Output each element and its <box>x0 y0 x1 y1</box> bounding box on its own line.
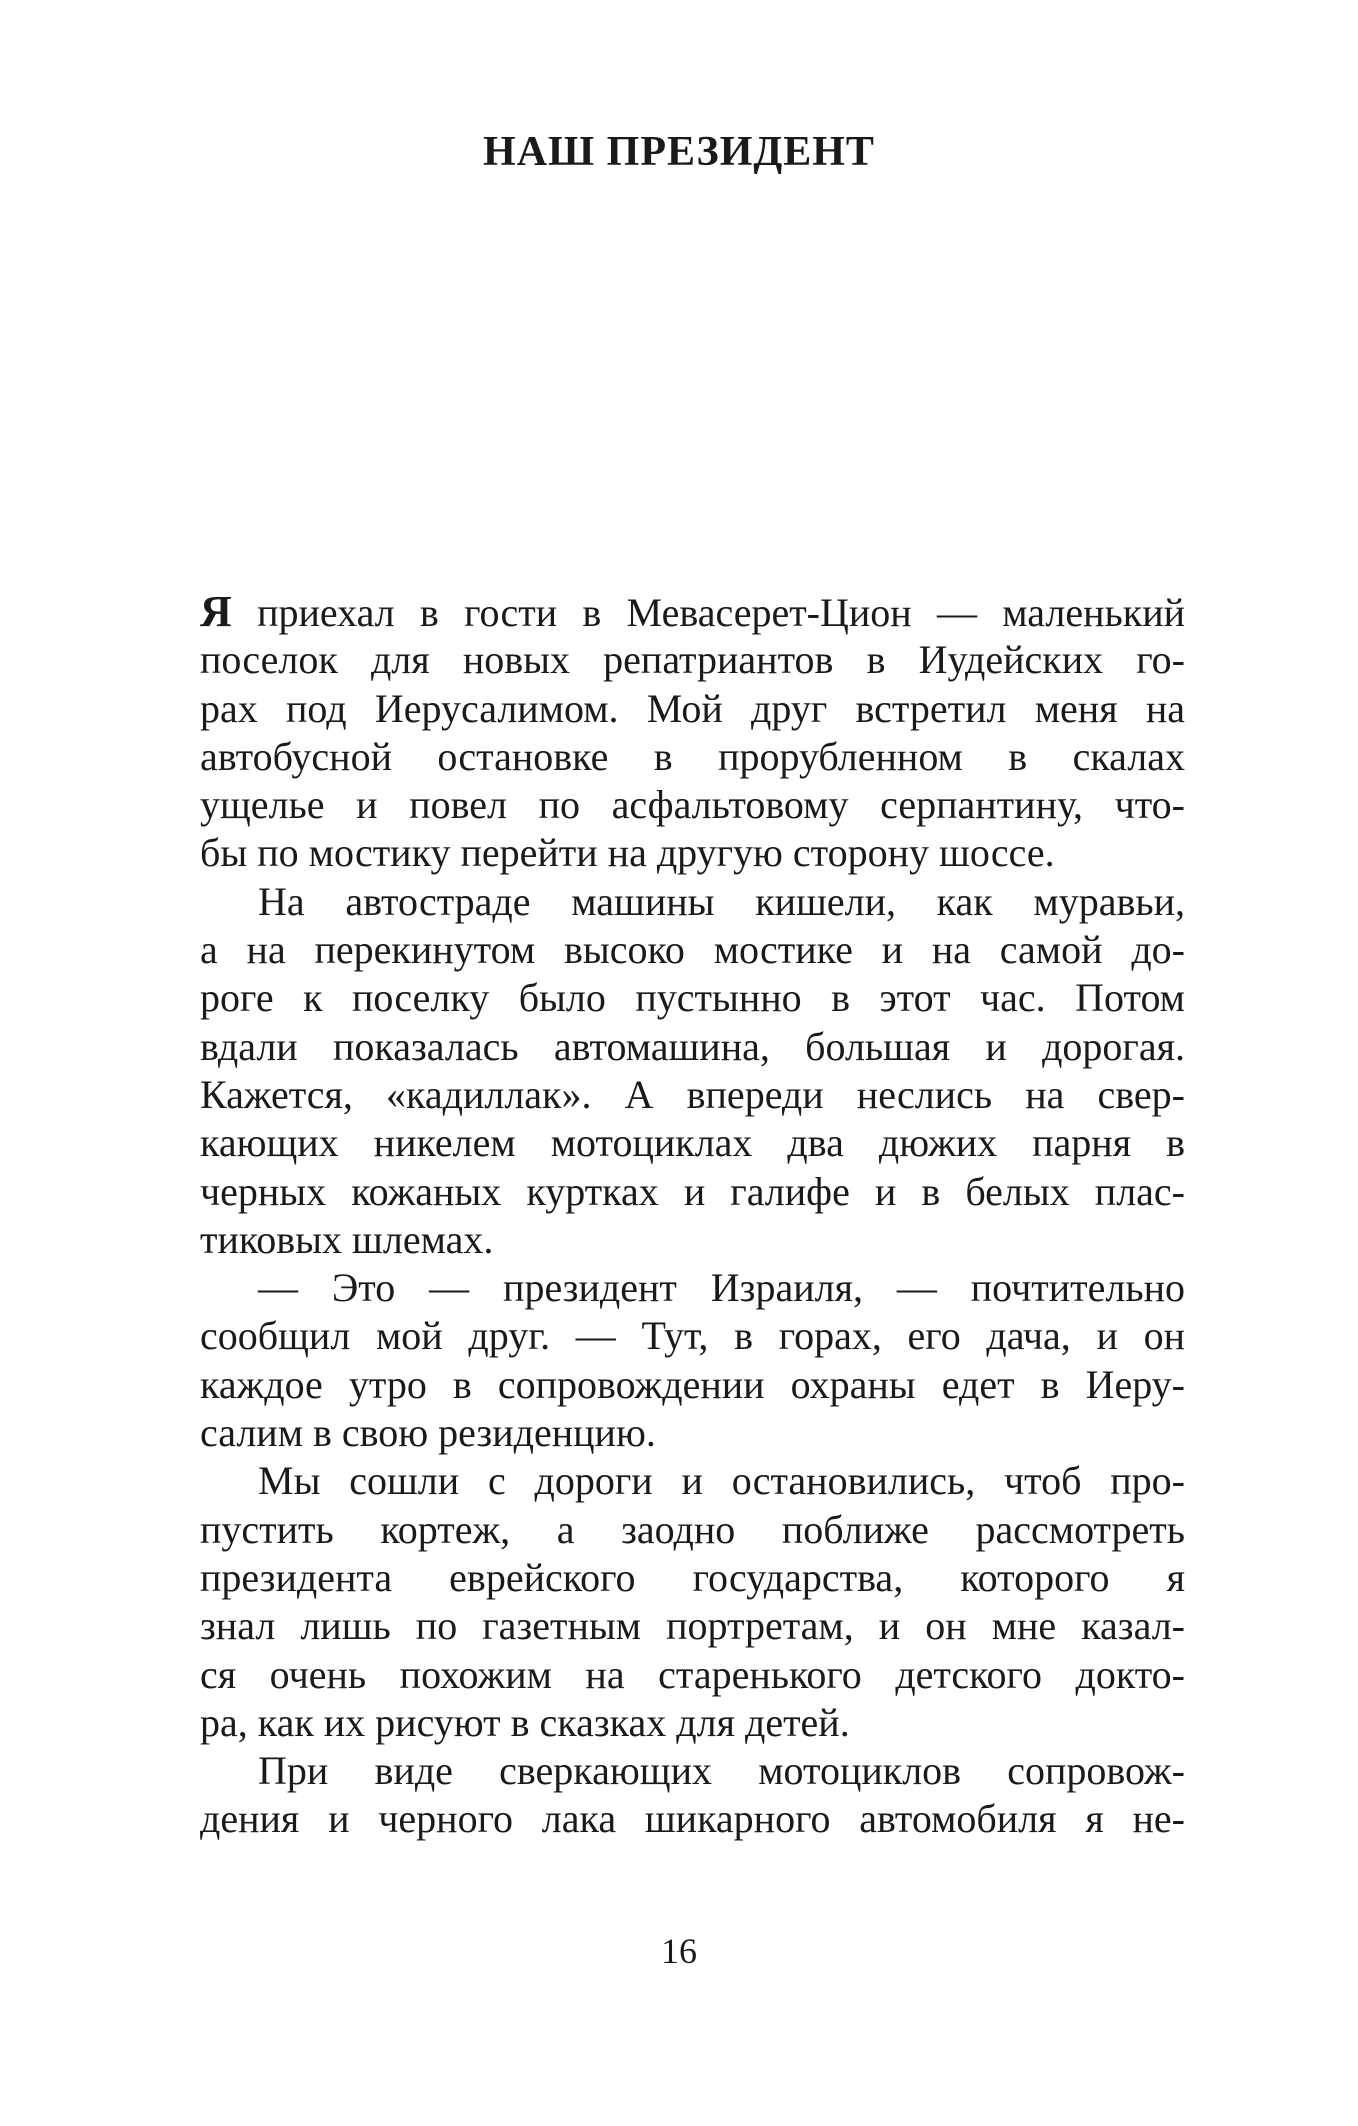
line-text: ра, как их рисуют в сказках для детей. <box>200 1699 850 1745</box>
text-line <box>200 974 1185 1022</box>
line-text: а на перекинутом высоко мостике и на самой до- <box>200 927 1185 973</box>
line-text: роге к поселку было пустынно в этот час. Потом <box>200 975 1185 1021</box>
line-text: черных кожаных куртках и галифе и в белых плас- <box>200 1168 1185 1214</box>
text-line <box>200 829 1185 877</box>
text-line <box>200 1554 1185 1602</box>
drop-cap: Я <box>200 587 232 636</box>
line-text: При виде сверкающих мотоциклов сопровож- <box>258 1748 1185 1794</box>
text-line <box>200 1312 1185 1360</box>
line-text: — Это — президент Израиля, — почтительно <box>258 1265 1185 1311</box>
line-text: дения и черного лака шикарного автомобиля я не- <box>200 1796 1185 1842</box>
line-text: президента еврейского государства, которого я <box>200 1554 1185 1600</box>
line-text: вдали показалась автомашина, большая и дорогая. <box>200 1023 1185 1069</box>
text-line <box>200 685 1185 733</box>
line-text: рах под Иерусалимом. Мой друг встретил меня на <box>200 685 1185 731</box>
line-text: кающих никелем мотоциклах два дюжих парня в <box>200 1120 1185 1166</box>
text-line <box>200 733 1185 781</box>
line-text: бы по мостику перейти на другую сторону шоссе. <box>200 830 1055 876</box>
text-line <box>200 1071 1185 1119</box>
page-number: 16 <box>661 1931 697 1971</box>
text-line <box>200 1264 1185 1312</box>
line-text: Мы сошли с дороги и остановились, чтоб про- <box>258 1458 1185 1504</box>
text-line <box>200 1361 1185 1409</box>
text-line <box>200 1699 1185 1747</box>
text-line <box>200 1216 1185 1264</box>
line-text: На автостраде машины кишели, как муравьи, <box>258 878 1185 924</box>
text-line <box>200 781 1185 829</box>
line-text: автобусной остановке в прорубленном в скалах <box>200 733 1185 779</box>
text-line <box>200 1747 1185 1795</box>
text-line <box>200 1409 1185 1457</box>
line-text: тиковых шлемах. <box>200 1216 494 1262</box>
line-text: салим в свою резиденцию. <box>200 1410 656 1456</box>
text-line <box>200 878 1185 926</box>
text-line <box>200 1119 1185 1167</box>
line-text: сообщил мой друг. — Тут, в горах, его дача, и он <box>200 1313 1185 1359</box>
line-text: пустить кортеж, а заодно поближе рассмотреть <box>200 1506 1185 1552</box>
text-line <box>200 1795 1185 1843</box>
chapter-title: НАШ ПРЕЗИДЕНТ <box>483 129 875 175</box>
line-text: знал лишь по газетным портретам, и он мне казал- <box>200 1603 1185 1649</box>
line-text: приехал в гости в Мевасерет-Цион — маленький <box>257 590 1186 635</box>
text-line <box>200 1651 1185 1699</box>
line-text: каждое утро в сопровождении охраны едет в Иеру- <box>200 1361 1185 1407</box>
text-line <box>200 1168 1185 1216</box>
line-text: поселок для новых репатриантов в Иудейских го- <box>200 637 1185 683</box>
text-line <box>200 1023 1185 1071</box>
line-text: Кажется, «кадиллак». А впереди неслись на свер- <box>200 1071 1185 1117</box>
line-text: ся очень похожим на старенького детского докто- <box>200 1651 1185 1697</box>
text-line <box>200 926 1185 974</box>
line-text: ущелье и повел по асфальтовому серпантину, что- <box>200 782 1185 828</box>
text-line <box>200 636 1185 684</box>
body-text <box>200 588 1185 1844</box>
text-line <box>200 1457 1185 1505</box>
text-line <box>200 588 1185 636</box>
text-line <box>200 1602 1185 1650</box>
text-line <box>200 1506 1185 1554</box>
